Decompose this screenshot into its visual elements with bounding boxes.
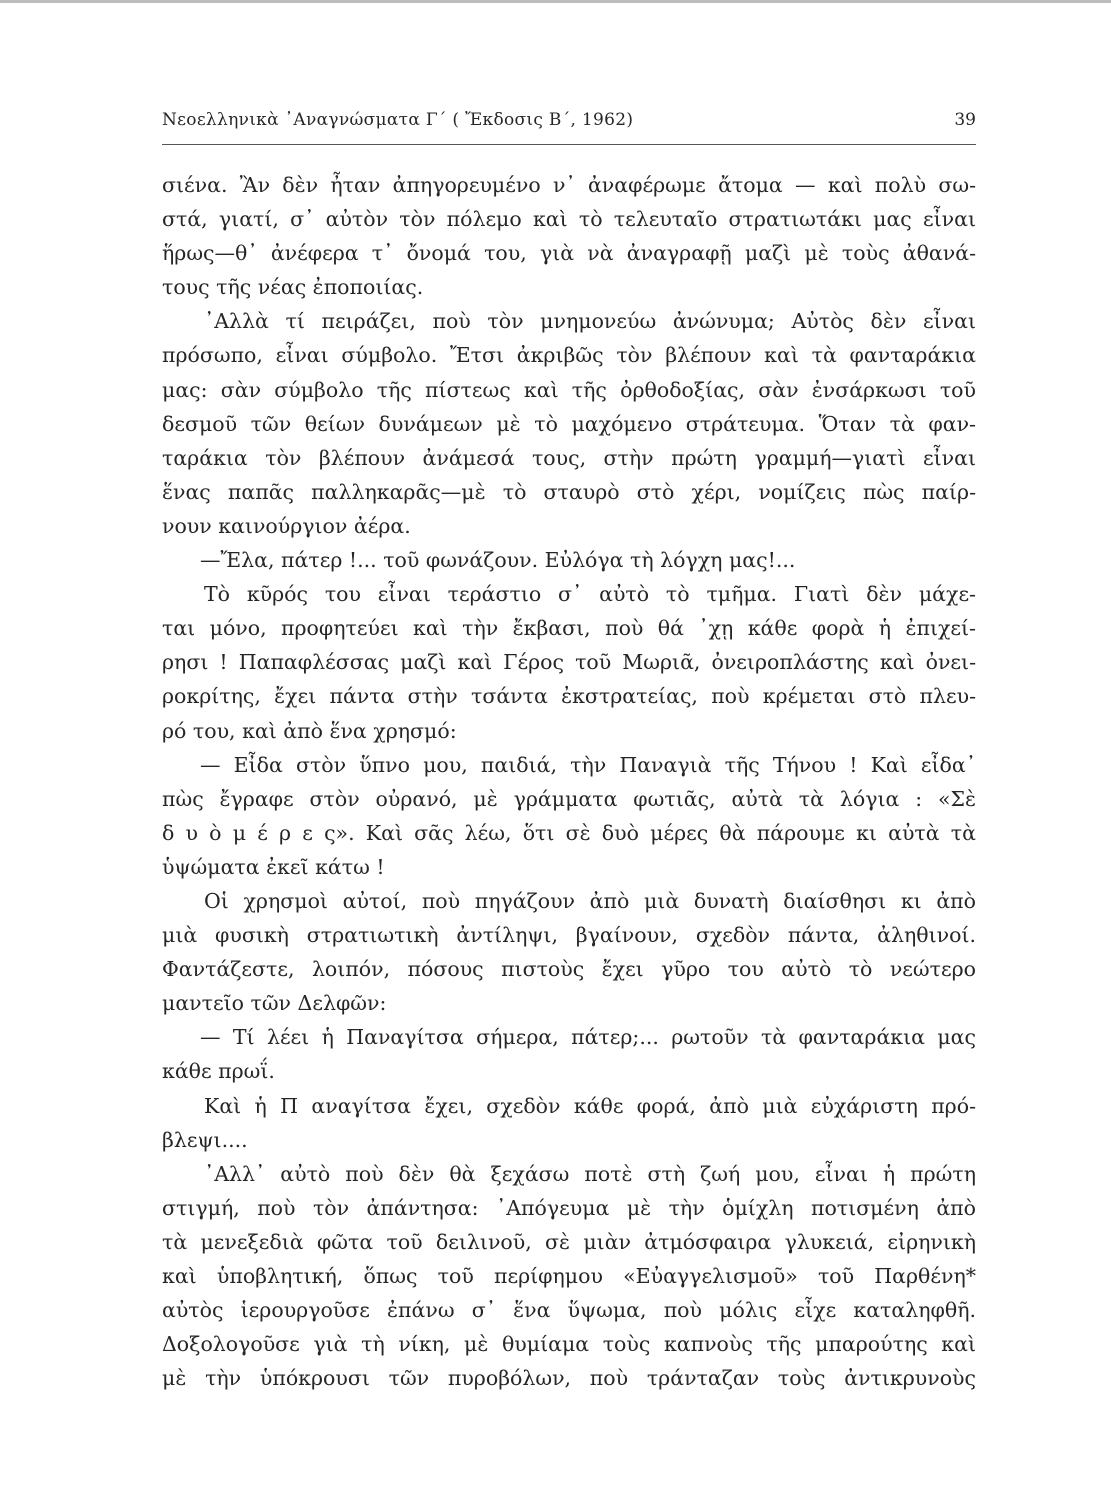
text-line: καὶ ὑποβλητική, ὅπως τοῦ περίφημου «Εὐαγγελισμοῦ» τοῦ Παρθένη* (162, 1264, 976, 1288)
text-line: σιένα. Ἂν δὲν ἦταν ἀπηγορευμένο ν᾿ ἀναφέρωμε ἄτομα — καὶ πολὺ σω- (162, 173, 976, 197)
page-number: 39 (954, 110, 976, 130)
text-line: ἥρως—θ᾿ ἀνέφερα τ᾿ ὄνομά του, γιὰ νὰ ἀναγραφῇ μαζὶ μὲ τοὺς ἀθανά- (162, 241, 976, 266)
dialogue-line: — Εἶδα στὸν ὕπνο μου, παιδιά, τὴν Παναγιὰ τῆς Τήνου ! Καὶ εἶδα᾿ (200, 752, 976, 777)
text-line: κάθε πρωΐ. (162, 1059, 275, 1084)
text-line: αὐτὸς ἱερουργοῦσε ἐπάνω σ᾿ ἕνα ὕψωμα, ποὺ μόλις εἶχε καταληφθῆ. (162, 1298, 976, 1323)
text-line: Τὸ κῦρός του εἶναι τεράστιο σ᾿ αὐτὸ τὸ τμῆμα. Γιατὶ δὲν μάχε- (204, 582, 976, 607)
header-rule (162, 144, 976, 145)
text-line: νουν καινούργιον ἀέρα. (162, 513, 411, 538)
text-line: δ υ ὸ μ έ ρ ε ς». Καὶ σᾶς λέω, ὅτι σὲ δυὸ μέρες θὰ πάρουμε κι αὐτὰ τὰ (162, 820, 976, 845)
text-line: ταράκια τὸν βλέπουν ἀνάμεσά τους, στὴν πρώτη γραμμή—γιατὶ εἶναι (162, 445, 976, 470)
running-head: Νεοελληνικὰ ᾿Αναγνώσματα Γ΄ ( Ἔκδοσις Β΄, 1962) (162, 110, 634, 130)
text-line: μαντεῖο τῶν Δελφῶν: (162, 991, 387, 1016)
text-line: ροκρίτης, ἔχει πάντα στὴν τσάντα ἐκστρατείας, ποὺ κρέμεται στὸ πλευ- (162, 684, 976, 709)
text-line: μιὰ φυσικὴ στρατιωτικὴ ἀντίληψι, βγαίνουν, σχεδὸν πάντα, ἀληθινοί. (162, 923, 976, 948)
text-line: ρό του, καὶ ἀπὸ ἕνα χρησμό: (162, 718, 457, 743)
text-line: πὼς ἔγραφε στὸν οὐρανό, μὲ γράμματα φωτιᾶς, αὐτὰ τὰ λόγια : «Σὲ (162, 786, 976, 811)
text-line: δεσμοῦ τῶν θείων δυνάμεων μὲ τὸ μαχόμενο στράτευμα. Ὅταν τὰ φαν- (162, 411, 976, 436)
text-line: Οἱ χρησμοὶ αὐτοί, ποὺ πηγάζουν ἀπὸ μιὰ δυνατὴ διαίσθησι κι ἀπὸ (204, 888, 976, 913)
text-line: μὲ τὴν ὑπόκρουσι τῶν πυροβόλων, ποὺ τράνταζαν τοὺς ἀντικρυνοὺς (162, 1366, 976, 1391)
text-line: πρόσωπο, εἶναι σύμβολο. Ἔτσι ἀκριβῶς τὸν βλέπουν καὶ τὰ φανταράκια (162, 343, 976, 368)
text-line: ᾿Αλλὰ τί πειράζει, ποὺ τὸν μνημονεύω ἀνώνυμα; Αὐτὸς δὲν εἶναι (204, 309, 976, 334)
dialogue-line: —Ἔλα, πάτερ !... τοῦ φωνάζουν. Εὐλόγα τὴ λόγχη μας!... (200, 548, 796, 573)
text-line: Καὶ ἡ Π αναγίτσα ἔχει, σχεδὸν κάθε φορά, ἀπὸ μιὰ εὐχάριστη πρό- (204, 1093, 976, 1118)
text-line: Φαντάζεστε, λοιπόν, πόσους πιστοὺς ἔχει γῦρο του αὐτὸ τὸ νεώτερο (162, 957, 976, 982)
text-line: στά, γιατί, σ᾿ αὐτὸν τὸν πόλεμο καὶ τὸ τελευταῖο στρατιωτάκι μας εἶναι (162, 207, 976, 232)
top-page-edge (0, 0, 1111, 3)
text-line: τὰ μενεξεδιὰ φῶτα τοῦ δειλινοῦ, σὲ μιὰν ἀτμόσφαιρα γλυκειά, εἰρηνικὴ (162, 1229, 976, 1254)
text-line: βλεψι.... (162, 1127, 248, 1152)
text-line: ρησι ! Παπαφλέσσας μαζὶ καὶ Γέρος τοῦ Μωριᾶ, ὀνειροπλάστης καὶ ὀνει- (162, 650, 976, 675)
text-line: ται μόνο, προφητεύει καὶ τὴν ἔκβασι, ποὺ θά ᾿χῃ κάθε φορὰ ἡ ἐπιχεί- (162, 616, 976, 641)
text-line: στιγμή, ποὺ τὸν ἀπάντησα: ᾿Απόγευμα μὲ τὴν ὁμίχλη ποτισμένη ἀπὸ (162, 1195, 976, 1220)
page-header (162, 106, 976, 146)
text-line: ὑψώματα ἐκεῖ κάτω ! (162, 854, 385, 879)
dialogue-line: — Τί λέει ἡ Παναγίτσα σήμερα, πάτερ;... ρωτοῦν τὰ φανταράκια μας (200, 1025, 976, 1050)
text-line: τους τῆς νέας ἐποποιίας. (162, 275, 424, 300)
text-line: ᾿Αλλ᾿ αὐτὸ ποὺ δὲν θὰ ξεχάσω ποτὲ στὴ ζωή μου, εἶναι ἡ πρώτη (204, 1161, 976, 1186)
text-line: μας: σὰν σύμβολο τῆς πίστεως καὶ τῆς ὀρθοδοξίας, σὰν ἐνσάρκωσι τοῦ (162, 377, 976, 402)
page-text (162, 168, 976, 1395)
text-line: Δοξολογοῦσε γιὰ τὴ νίκη, μὲ θυμίαμα τοὺς καπνοὺς τῆς μπαρούτης καὶ (162, 1332, 976, 1357)
text-line: ἕνας παπᾶς παλληκαρᾶς—μὲ τὸ σταυρὸ στὸ χέρι, νομίζεις πὼς παίρ- (162, 479, 976, 504)
